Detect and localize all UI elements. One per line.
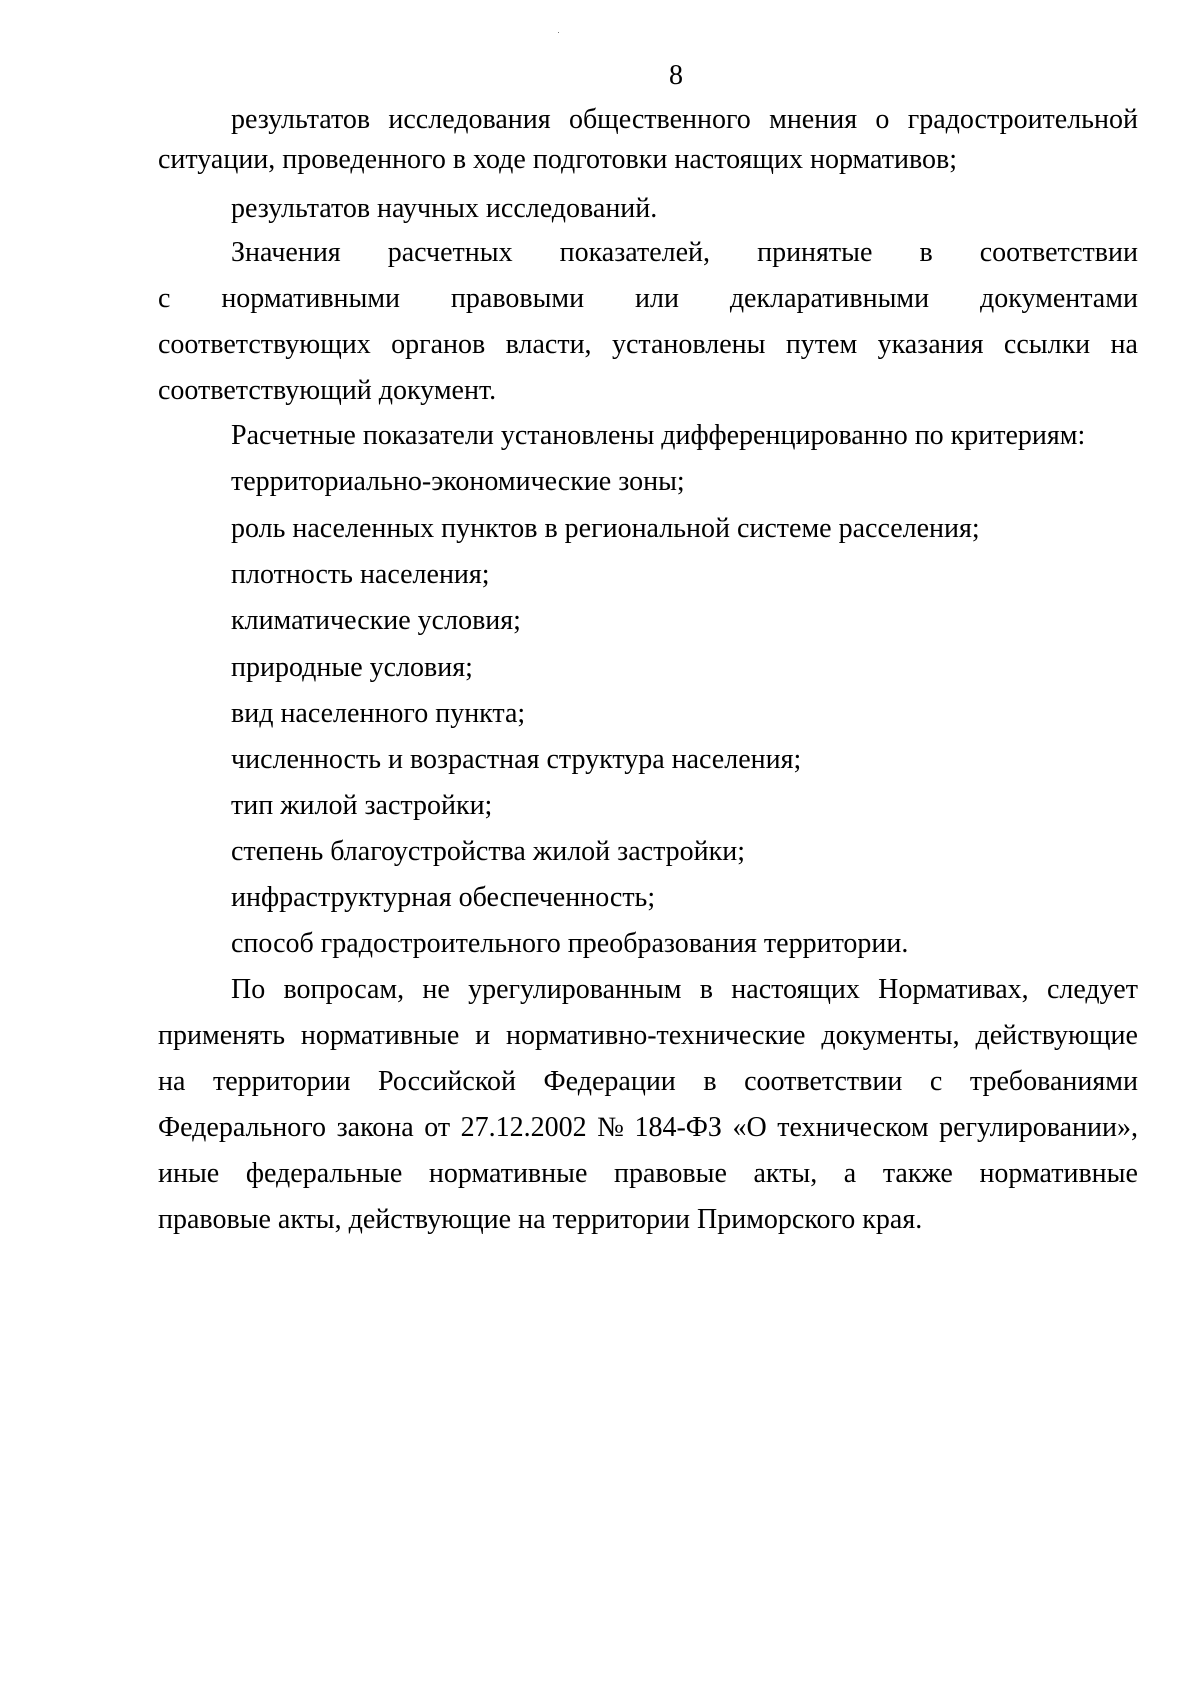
word: о bbox=[875, 104, 890, 135]
text-line bbox=[158, 1108, 1138, 1154]
text-line: Расчетные показатели установлены дифференцированно по критериям: bbox=[231, 420, 1086, 451]
word: на bbox=[1110, 329, 1138, 360]
word: Нормативах, bbox=[878, 974, 1029, 1005]
word: нормативные bbox=[979, 1158, 1138, 1189]
word: документы, bbox=[821, 1020, 960, 1051]
word: действующие bbox=[975, 1020, 1138, 1051]
list-item: плотность населения; bbox=[231, 559, 490, 590]
word: федеральные bbox=[245, 1158, 403, 1189]
word: применять bbox=[158, 1020, 285, 1051]
word: нормативно-технические bbox=[506, 1020, 806, 1051]
word: указания bbox=[877, 329, 984, 360]
word: а bbox=[843, 1158, 857, 1189]
word: соответствующих bbox=[158, 329, 371, 360]
word: документами bbox=[980, 283, 1138, 314]
word: не bbox=[422, 974, 450, 1005]
text-line bbox=[158, 1016, 1138, 1062]
paragraph-continuation bbox=[158, 100, 1138, 180]
word: соответствии bbox=[744, 1066, 903, 1097]
word: установлены bbox=[611, 329, 766, 360]
text-line bbox=[158, 970, 1138, 1016]
word: с bbox=[158, 283, 171, 314]
word: ссылки bbox=[1003, 329, 1091, 360]
word: власти, bbox=[505, 329, 592, 360]
list-item: степень благоустройства жилой застройки; bbox=[231, 836, 745, 867]
text-line bbox=[158, 325, 1138, 371]
word: в bbox=[703, 1066, 717, 1097]
text-line bbox=[158, 1062, 1138, 1108]
word: показателей, bbox=[559, 237, 711, 268]
paragraph-regulation bbox=[158, 970, 1138, 1240]
text-line: соответствующий документ. bbox=[158, 375, 497, 406]
list-item: способ градостроительного преобразования территории. bbox=[231, 928, 909, 959]
word: органов bbox=[391, 329, 486, 360]
word: регулировании», bbox=[939, 1112, 1138, 1143]
word: Федерации bbox=[543, 1066, 676, 1097]
list-item: вид населенного пункта; bbox=[231, 698, 526, 729]
word: соответствии bbox=[979, 237, 1138, 268]
word: правовые bbox=[613, 1158, 727, 1189]
word: с bbox=[929, 1066, 943, 1097]
word: следует bbox=[1046, 974, 1138, 1005]
word: в bbox=[919, 237, 933, 268]
word: расчетных bbox=[387, 237, 513, 268]
word: также bbox=[882, 1158, 953, 1189]
word: исследования bbox=[388, 104, 551, 135]
word: или bbox=[634, 283, 679, 314]
word: градостроительной bbox=[907, 104, 1138, 135]
word: Федерального bbox=[158, 1112, 327, 1143]
list-item: территориально-экономические зоны; bbox=[231, 466, 685, 497]
text-line: правовые акты, действующие на территории Приморского края. bbox=[158, 1204, 923, 1235]
word: акты, bbox=[753, 1158, 818, 1189]
text-line bbox=[158, 1154, 1138, 1200]
word: принятые bbox=[757, 237, 873, 268]
word: Российской bbox=[378, 1066, 516, 1097]
word: 184-ФЗ bbox=[634, 1112, 722, 1143]
word: урегулированным bbox=[468, 974, 682, 1005]
page-number: 8 bbox=[669, 60, 683, 91]
list-item: климатические условия; bbox=[231, 605, 521, 636]
list-item: численность и возрастная структура населения; bbox=[231, 744, 802, 775]
word: вопросам, bbox=[283, 974, 405, 1005]
word: в bbox=[699, 974, 714, 1005]
word: путем bbox=[785, 329, 858, 360]
word: декларативными bbox=[729, 283, 930, 314]
text-line bbox=[158, 100, 1138, 140]
scan-artifact bbox=[558, 32, 559, 33]
word: нормативными bbox=[221, 283, 401, 314]
list-item: инфраструктурная обеспеченность; bbox=[231, 882, 656, 913]
word: закона bbox=[336, 1112, 414, 1143]
word: 27.12.2002 bbox=[460, 1112, 587, 1143]
list-item: роль населенных пунктов в региональной системе расселения; bbox=[231, 513, 980, 544]
word: «О bbox=[732, 1112, 767, 1143]
word: общественного bbox=[568, 104, 751, 135]
word: результатов bbox=[231, 104, 371, 135]
word: № bbox=[597, 1112, 624, 1143]
word: По bbox=[231, 974, 266, 1005]
word: настоящих bbox=[731, 974, 860, 1005]
text-line bbox=[158, 279, 1138, 325]
word: на bbox=[158, 1066, 186, 1097]
word: иные bbox=[158, 1158, 220, 1189]
word: мнения bbox=[769, 104, 858, 135]
list-item: тип жилой застройки; bbox=[231, 790, 493, 821]
text-line: ситуации, проведенного в ходе подготовки настоящих нормативов; bbox=[158, 144, 957, 175]
text-line bbox=[158, 233, 1138, 279]
list-item: природные условия; bbox=[231, 652, 473, 683]
text-line: результатов научных исследований. bbox=[231, 193, 658, 224]
word: правовыми bbox=[450, 283, 585, 314]
word: территории bbox=[212, 1066, 351, 1097]
word: от bbox=[424, 1112, 451, 1143]
paragraph-values bbox=[158, 233, 1138, 411]
word: и bbox=[475, 1020, 491, 1051]
word: нормативные bbox=[428, 1158, 588, 1189]
word: нормативные bbox=[300, 1020, 460, 1051]
word: требованиями bbox=[969, 1066, 1138, 1097]
word: техническом bbox=[777, 1112, 929, 1143]
word: Значения bbox=[231, 237, 341, 268]
